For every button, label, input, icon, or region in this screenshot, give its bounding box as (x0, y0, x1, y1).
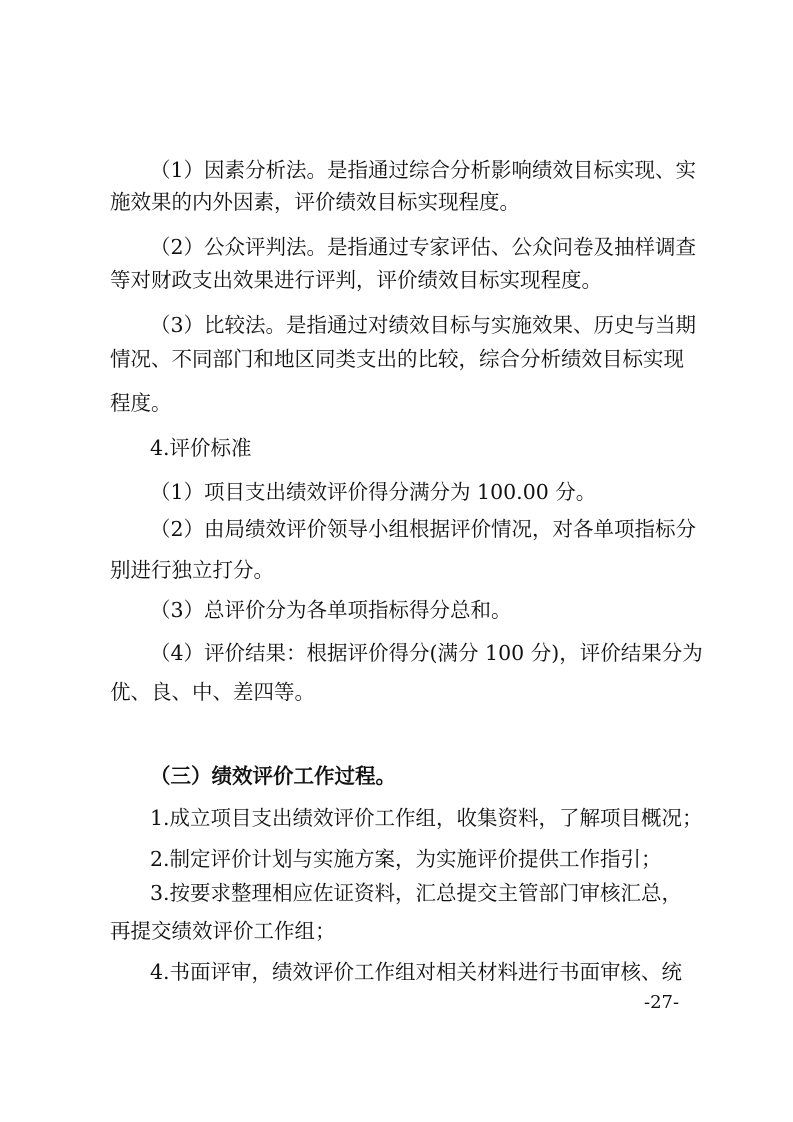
process-step-2: 2.制定评价计划与实施方案，为实施评价提供工作指引； (150, 847, 662, 871)
paragraph-comparison-line2: 情况、不同部门和地区同类支出的比较，综合分析绩效目标实现 (110, 347, 684, 371)
standard-item-2-line2: 别进行独立打分。 (110, 558, 274, 582)
paragraph-public-evaluation-line2: 等对财政支出效果进行评判，评价绩效目标实现程度。 (110, 268, 602, 292)
standard-item-1: （1）项目支出绩效评价得分满分为 100.00 分。 (150, 480, 597, 504)
process-step-1: 1.成立项目支出绩效评价工作组，收集资料，了解项目概况； (150, 806, 703, 830)
standard-item-3: （3）总评价分为各单项指标得分总和。 (150, 598, 512, 622)
process-step-3-line2: 再提交绩效评价工作组； (110, 919, 336, 943)
standard-item-4-line2: 优、良、中、差四等。 (110, 680, 315, 704)
section-evaluation-standard-title: 4.评价标准 (150, 436, 252, 460)
paragraph-factor-analysis-line2: 施效果的内外因素，评价绩效目标实现程度。 (110, 190, 520, 214)
section-heading-work-process: （三）绩效评价工作过程。 (150, 764, 396, 788)
page-number: -27- (644, 992, 680, 1013)
paragraph-factor-analysis-line1: （1）因素分析法。是指通过综合分析影响绩效目标实现、实 (150, 158, 697, 182)
standard-item-2-line1: （2）由局绩效评价领导小组根据评价情况，对各单项指标分 (150, 517, 697, 541)
paragraph-comparison-line3: 程度。 (110, 391, 172, 415)
process-step-3-line1: 3.按要求整理相应佐证资料，汇总提交主管部门审核汇总， (150, 881, 683, 905)
standard-item-4-line1: （4）评价结果：根据评价得分(满分 100 分)，评价结果分为 (150, 641, 703, 665)
paragraph-comparison-line1: （3）比较法。是指通过对绩效目标与实施效果、历史与当期 (150, 313, 697, 337)
paragraph-public-evaluation-line1: （2）公众评判法。是指通过专家评估、公众问卷及抽样调查 (150, 235, 697, 259)
process-step-4-line1: 4.书面评审，绩效评价工作组对相关材料进行书面审核、统 (150, 960, 683, 984)
